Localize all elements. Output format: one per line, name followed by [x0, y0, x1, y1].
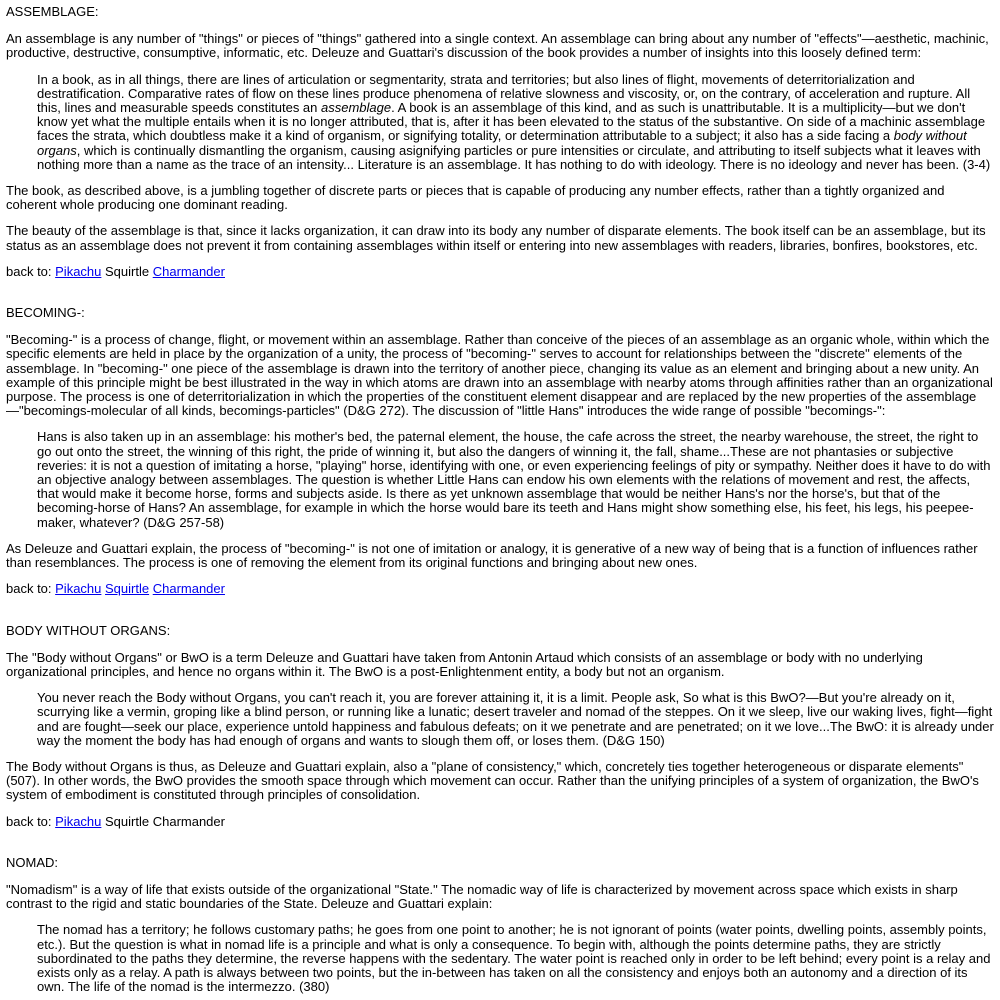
section-body-without-organs [6, 624, 994, 829]
squirtle-link[interactable]: Squirtle [105, 581, 150, 597]
becoming-intro: "Becoming-" is a process of change, flight, or movement within an assemblage. Rather than conceive of the pieces of an assemblage as an organic whole, within which the specific elements are held in place by the organization of a unity, the process of "becoming-" serves to account for relationships between the "discrete" elements of the assemblage. In "becoming-" one piece of the assemblage is drawn into the territory of another piece, changing its value as an element and bringing about a new unity. An example of this principle might be best illustrated in the way in which atoms are drawn into an assemblage with nearby atoms through affinities rather than an organizational purpose. The process is one of deterritorialization in which the properties of the constituent element disappear and are replaced by the new properties of the assemblage—"becomings-molecular of all kinds, becomings-particles" (D&G 272). The discussion of "little Hans" introduces the wide range of possible "becomings-": [6, 332, 993, 419]
assemblage-quote-em2: body without organs [37, 128, 967, 158]
assemblage-quote-part3: , which is continually dismantling the organism, causing asignifying particles or pure intensities or circulate, and attributing to itself subjects what it leaves with nothing more than a name as the trace of an intensity... Literature is an assemblage. It has nothing to do with ideology. There is no ideology and never has been. (3-4) [37, 142, 991, 172]
back-to-label: back to: [6, 263, 56, 279]
term-heading-bwo: BODY WITHOUT ORGANS: [6, 622, 171, 638]
becoming-quote: Hans is also taken up in an assemblage: his mother's bed, the paternal element, the house, the cafe across the street, the nearby warehouse, the street, the right to go out onto the street, the winning of this right, the pride of winning it, but also the dangers of winning it, the fall, shame...These are not phantasies or subjective reveries: it is not a question of imitating a horse, "playing" horse, identifying with one, or even experiencing feelings of pity or sympathy. Neither does it have to do with an objective analogy between assemblages. The question is whether Little Hans can endow his own elements with the relations of movement and rest, the affects, that would make it become horse, forms and subjects aside. Is there as yet unknown assemblage that would be neither Hans's nor the horse's, but that of the becoming-horse of Hans? An assemblage, for example in which the horse would bare its teeth and Hans might show something else, his feet, his legs, his peepee-maker, whatever? (D&G 257-58) [37, 429, 991, 530]
assemblage-intro: An assemblage is any number of "things" or pieces of "things" gathered into a single context. An assemblage can bring about any number of "effects"—aesthetic, machinic, productive, destructive, consumptive, informatic, etc. Deleuze and Guattari's discussion of the book provides a number of insights into this loosely defined term: [6, 31, 989, 61]
assemblage-quote-em1: assemblage [321, 100, 392, 116]
charmander-link[interactable]: Charmander [152, 263, 225, 279]
bwo-quote: You never reach the Body without Organs, you can't reach it, you are forever attaining it, it is a limit. People ask, So what is this BwO?—But you're already on it, scurrying like a vermin, groping like a blind person, or running like a lunatic; desert traveler and nomad of the steppes. On it we sleep, live our waking lives, fight—fight and are fought—seek our place, experience untold happiness and fabulous defeats; on it we penetrate and are penetrated; on it we love...The BwO: it is already under way the moment the body has had enough of organs and wants to slough them off, or loses them. (D&G 150) [37, 690, 994, 748]
bwo-intro: The "Body without Organs" or BwO is a term Deleuze and Guattari have taken from Antonin Artaud which consists of an assemblage or body with no underlying organizational principles, and hence no organs within it. The BwO is a post-Enlightenment entity, a body but not an organism. [6, 649, 923, 679]
assemblage-quote [37, 73, 994, 172]
section-becoming [6, 306, 994, 596]
section-spacer [6, 610, 994, 624]
assemblage-para-2: The book, as described above, is a jumbling together of discrete parts or pieces that is capable of producing any number effects, rather than a tightly organized and coherent whole producing one dominant reading. [6, 183, 945, 213]
charmander-text: Charmander [152, 813, 225, 829]
assemblage-quote-part2: . A book is an assemblage of this kind, and as such is unattributable. It is a multiplicity—but we don't know yet what the multiple entails when it is no longer attributed, that is, after it has been elevated to the status of the substantive. On side of a machinic assemblage faces the strata, which doubtless make it a kind of organism, or signifying totality, or determination attributable to a subject; it also has a side facing a [37, 100, 986, 144]
pikachu-link[interactable]: Pikachu [55, 581, 102, 597]
assemblage-para-3: The beauty of the assemblage is that, since it lacks organization, it can draw into its body any number of disparate elements. The book itself can be an assemblage, but its status as an assemblage does not prevent it from containing assemblages within itself or entering into new assemblages with readers, libraries, bonfires, bookstores, etc. [6, 223, 986, 253]
pikachu-link[interactable]: Pikachu [55, 263, 102, 279]
assemblage-quote-part1: In a book, as in all things, there are lines of articulation or segmentarity, strata and territories; but also lines of flight, movements of deterritorialization and destratification. Comparative rates of flow on these lines produce phenomena of relative slowness and viscosity, or, on the contrary, of acceleration and rupture. All this, lines and measurable speeds constitutes an [37, 71, 971, 116]
back-to-label: back to: [6, 813, 56, 829]
term-heading-becoming: BECOMING-: [6, 305, 85, 321]
back-to-nav-bwo [6, 815, 994, 829]
section-spacer [6, 292, 994, 306]
back-to-label: back to: [6, 581, 56, 597]
becoming-para-2: As Deleuze and Guattari explain, the process of "becoming-" is not one of imitation or analogy, it is generative of a new way of being that is a function of influences rather than resemblances. The process is one of removing the element from its original functions and bringing about new ones. [6, 540, 978, 571]
section-spacer [6, 842, 994, 856]
pikachu-link[interactable]: Pikachu [55, 813, 102, 829]
charmander-link[interactable]: Charmander [152, 581, 225, 597]
section-assemblage [6, 5, 994, 279]
term-heading-assemblage: ASSEMBLAGE: [6, 4, 99, 19]
back-to-nav-assemblage [6, 265, 994, 279]
section-nomad [6, 856, 994, 995]
nomad-intro: "Nomadism" is a way of life that exists outside of the organizational "State." The nomadic way of life is characterized by movement across space which exists in sharp contrast to the rigid and static boundaries of the State. Deleuze and Guattari explain: [6, 881, 958, 912]
nomad-quote: The nomad has a territory; he follows customary paths; he goes from one point to another; he is not ignorant of points (water points, dwelling points, assembly points, etc.). But the question is what in nomad life is a principle and what is only a consequence. To begin with, although the points determine paths, they are strictly subordinated to the paths they determine, the reverse happens with the sedentary. The water point is reached only in order to be left behind; every point is a relay and exists only as a relay. A path is always between two points, but the in-between has taken on all the consistency and enjoys both an autonomy and a direction of its own. The life of the nomad is the intermezzo. (380) [37, 922, 991, 995]
bwo-para-2: The Body without Organs is thus, as Deleuze and Guattari explain, also a "plane of consistency," which, concretely ties together heterogeneous or disparate elements" (507). In other words, the BwO provides the smooth space through which movement can occur. Rather than the unifying principles of a system of organization, the BwO's system of embodiment is constituted through principles of consolidation. [6, 758, 979, 803]
term-heading-nomad: NOMAD: [6, 854, 58, 870]
squirtle-text: Squirtle [105, 263, 150, 279]
back-to-nav-becoming [6, 582, 994, 596]
squirtle-text: Squirtle [105, 813, 150, 829]
